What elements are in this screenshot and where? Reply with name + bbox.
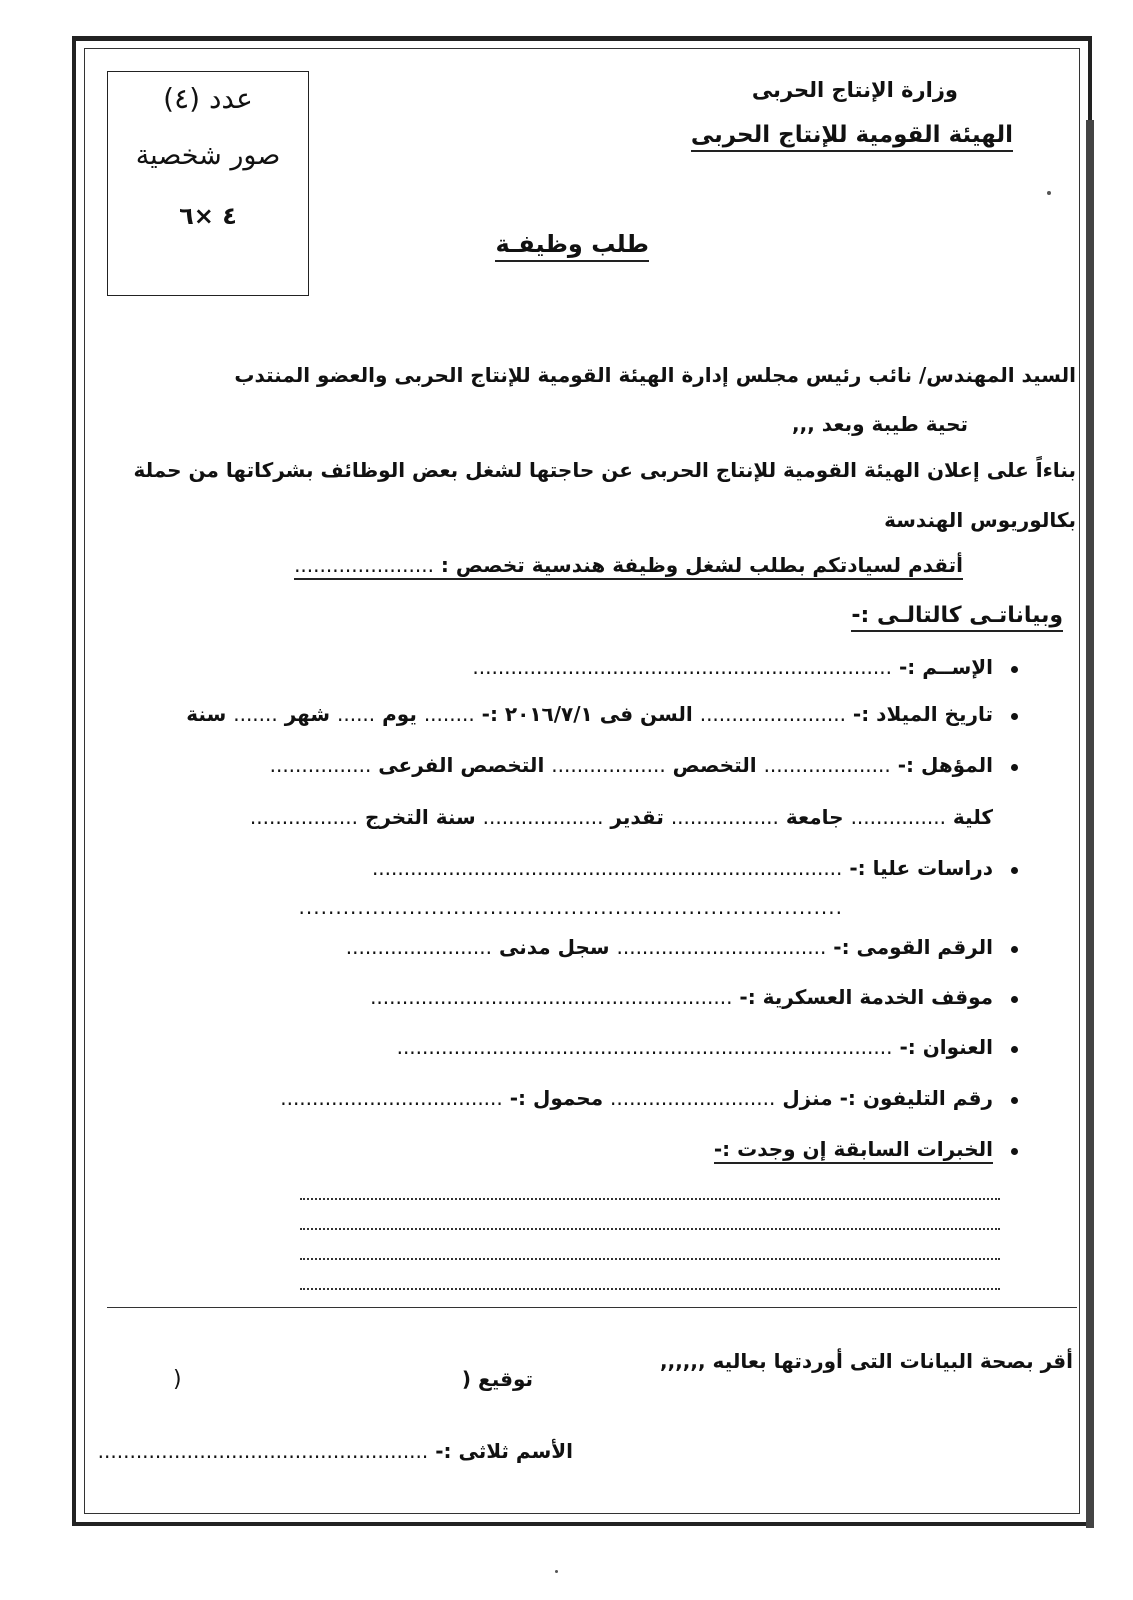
military-label: موقف الخدمة العسكرية :- <box>739 985 993 1009</box>
experience-line-2[interactable] <box>300 1228 1000 1230</box>
age-label: السن فى ٢٠١٦/٧/١ :- <box>481 702 693 726</box>
bullet-icon <box>1011 764 1018 771</box>
announcement-line-1: بناءاً على إعلان الهيئة القومية للإنتاج الحربى عن حاجتها لشغل بعض الوظائف بشركاتها من حملة <box>133 458 1076 482</box>
bullet-icon <box>1011 996 1018 1003</box>
month-label: شهر <box>284 702 331 726</box>
birth-row <box>186 702 993 726</box>
military-row <box>370 985 993 1009</box>
specialty-field[interactable]: ...................... <box>294 553 434 577</box>
grade-label: تقدير <box>610 805 664 829</box>
scan-speck <box>555 1570 558 1573</box>
postgrad-label: دراسات عليا :- <box>849 856 993 880</box>
bullet-icon <box>1011 666 1018 673</box>
address-label: العنوان :- <box>899 1035 993 1059</box>
day-label: يوم <box>382 702 417 726</box>
month-field[interactable]: ....... <box>233 702 278 726</box>
national-id-label: الرقم القومى :- <box>833 935 993 959</box>
bullet-icon <box>1011 1046 1018 1053</box>
greeting-line: تحية طيبة وبعد ,,, <box>792 412 968 436</box>
full-name-row <box>98 1439 573 1463</box>
name-row <box>472 655 993 679</box>
my-data-heading: وبياناتـى كالتالـى :- <box>851 603 1063 632</box>
apply-text: أتقدم لسيادتكم بطلب لشغل وظيفة هندسية تخصص : <box>440 553 963 577</box>
phone-label: رقم التليفون :- منزل <box>782 1086 993 1110</box>
graduation-year-label: سنة التخرج <box>364 805 476 829</box>
college-row <box>250 805 993 829</box>
address-field[interactable]: .............................................................................. <box>396 1035 893 1059</box>
photo-count: عدد (٤) <box>163 82 253 115</box>
grade-field[interactable]: ................... <box>482 805 604 829</box>
photo-size: ٤ ×٦ <box>179 202 237 230</box>
authority-name: الهيئة القومية للإنتاج الحربى <box>691 122 1013 152</box>
military-field[interactable]: ......................................................... <box>370 985 733 1009</box>
age-field[interactable]: ........ <box>423 702 475 726</box>
experience-line-4[interactable] <box>300 1288 1000 1290</box>
graduation-year-field[interactable]: ................. <box>249 805 358 829</box>
bullet-icon <box>1011 713 1018 720</box>
section-divider <box>107 1307 1077 1308</box>
specialty-value-field[interactable]: .................. <box>551 753 666 777</box>
year-label: سنة <box>186 702 227 726</box>
college-label: كلية <box>952 805 993 829</box>
day-field[interactable]: ...... <box>337 702 376 726</box>
signature-close-paren: ) <box>173 1367 182 1392</box>
experience-line-3[interactable] <box>300 1258 1000 1260</box>
form-title: طلب وظيفـة <box>495 230 649 262</box>
university-field[interactable]: ................. <box>670 805 779 829</box>
bullet-icon <box>1011 1097 1018 1104</box>
mobile-label: محمول :- <box>509 1086 604 1110</box>
university-label: جامعة <box>785 805 844 829</box>
full-name-label: الأسم ثلاثى :- <box>435 1439 573 1463</box>
civil-registry-field[interactable]: ....................... <box>345 935 492 959</box>
birth-label: تاريخ الميلاد :- <box>852 702 993 726</box>
national-id-field[interactable]: ................................. <box>616 935 827 959</box>
national-id-row <box>346 935 993 959</box>
bullet-icon <box>1011 1148 1018 1155</box>
signature-label: توقيع ( <box>461 1367 533 1391</box>
announcement-line-2: بكالوريوس الهندسة <box>884 508 1076 532</box>
ministry-name: وزارة الإنتاج الحربى <box>751 78 958 102</box>
confirmation-text: أقر بصحة البيانات التى أوردتها بعاليه ,,,,,, <box>660 1349 1073 1373</box>
birth-field[interactable]: ....................... <box>699 702 846 726</box>
addressee-line: السيد المهندس/ نائب رئيس مجلس إدارة الهيئة القومية للإنتاج الحربى والعضو المنتدب <box>234 363 1076 387</box>
postgrad-row <box>372 856 993 880</box>
specialty-label: التخصص <box>672 753 757 777</box>
subspecialty-label: التخصص الفرعى <box>378 753 545 777</box>
apply-line <box>294 553 963 580</box>
photo-box <box>107 71 309 296</box>
bullet-icon <box>1011 867 1018 874</box>
page-border-shadow <box>1086 120 1094 1528</box>
experience-line-1[interactable] <box>300 1198 1000 1200</box>
photo-label: صور شخصية <box>135 140 281 171</box>
experience-label: الخبرات السابقة إن وجدت :- <box>714 1137 993 1164</box>
phone-home-field[interactable]: .......................... <box>610 1086 776 1110</box>
phone-row <box>280 1086 993 1110</box>
address-row <box>397 1035 993 1059</box>
postgrad-field[interactable]: .......................................................................... <box>371 856 843 880</box>
mobile-field[interactable]: ................................... <box>280 1086 503 1110</box>
subspecialty-field[interactable]: ................ <box>269 753 372 777</box>
qualification-field[interactable]: .................... <box>763 753 891 777</box>
bullet-icon <box>1011 946 1018 953</box>
qualification-row <box>270 753 993 777</box>
civil-registry-label: سجل مدنى <box>498 935 610 959</box>
scan-speck <box>1047 191 1051 195</box>
full-name-field[interactable]: .................................................... <box>97 1439 429 1463</box>
name-label: الإســم :- <box>898 655 993 679</box>
college-field[interactable]: ............... <box>850 805 946 829</box>
postgrad-row-2 <box>299 895 843 919</box>
postgrad-field-2[interactable]: .......................................................................... <box>298 895 843 919</box>
qualification-label: المؤهل :- <box>897 753 993 777</box>
name-field[interactable]: .................................................................. <box>472 655 892 679</box>
